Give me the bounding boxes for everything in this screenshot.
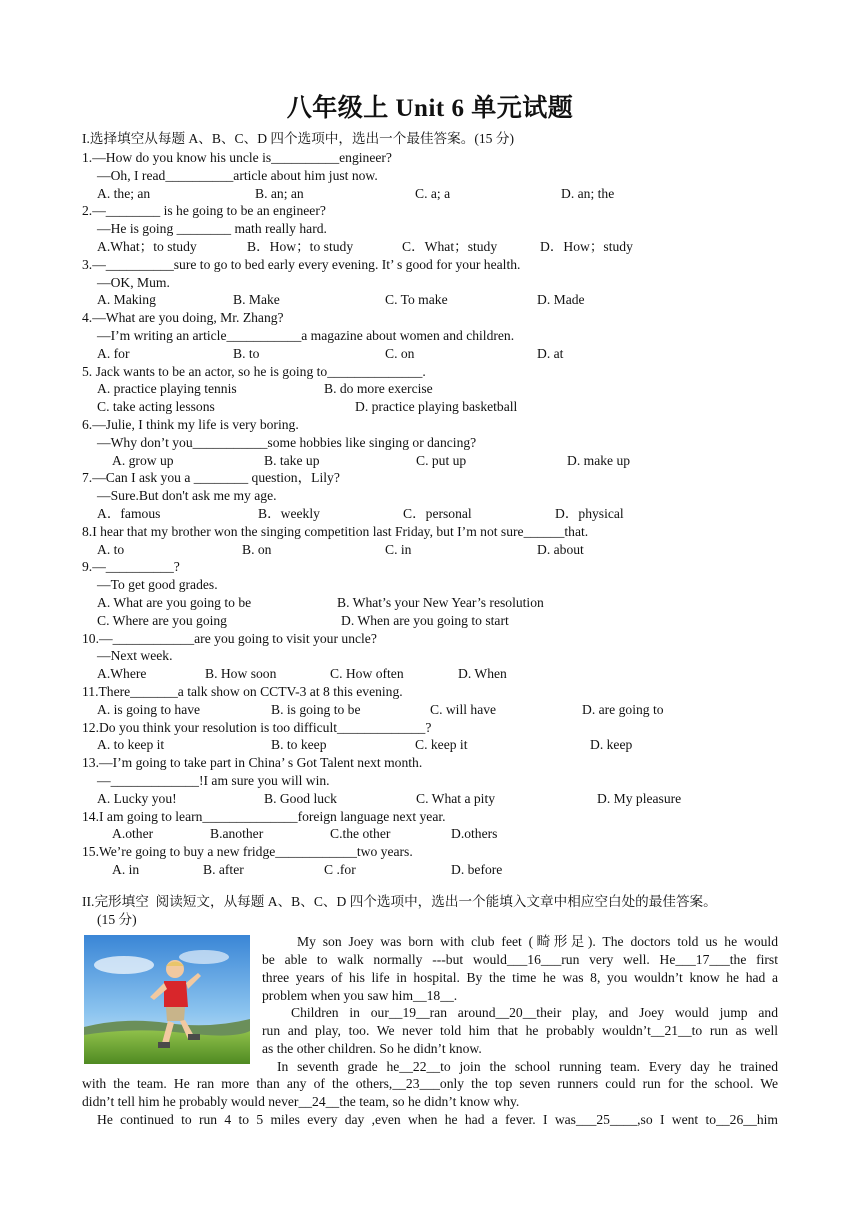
question-7-line: —Sure.But don't ask me my age. — [97, 488, 277, 504]
option: D. are going to — [582, 701, 664, 717]
option: C. take acting lessons — [97, 399, 215, 415]
option: A. Lucky you! — [97, 790, 177, 806]
option: A. is going to have — [97, 701, 201, 717]
option: A. to — [97, 541, 125, 557]
question-6-line: 6.—Julie, I think my life is very boring. — [82, 417, 299, 432]
page-title: 八年级上 Unit 6 单元试题 — [286, 95, 574, 122]
option: B. an; an — [255, 185, 304, 201]
question-3-line: 3.—__________sure to go to bed early every evening. It’ s good for your health. — [82, 256, 521, 272]
question-7-line: 7.—Can I ask you a ________ question，Lily? — [82, 470, 340, 486]
question-13-line: 13.—I’m going to take part in China’ s Got Talent next month. — [82, 755, 423, 771]
section-heading: II.完形填空 阅读短文，从每题 A、B、C、D 四个选项中，选出一个能填入文章中相应空白处的最佳答案。 — [82, 894, 717, 909]
option: A.other — [112, 826, 154, 842]
passage-line: be able to walk normally ---but would___16___run very well. He___17___the first — [262, 952, 778, 967]
passage-line: He continued to run 4 to 5 miles every day ,even when he had a fever. I was___25____,so I went to__26__him — [97, 1112, 778, 1127]
question-4-line: —I’m writing an article___________a magazine about women and children. — [97, 328, 515, 343]
question-15-line: 15.We’re going to buy a new fridge____________two years. — [82, 844, 413, 860]
option: B. on — [242, 541, 272, 557]
option: A．famous — [97, 506, 161, 521]
option: B. Good luck — [264, 790, 337, 806]
question-4-line: 4.—What are you doing, Mr. Zhang? — [82, 310, 284, 326]
question-12-line: 12.Do you think your resolution is too difficult_____________? — [82, 719, 432, 735]
option: A. in — [112, 862, 140, 877]
option: A. grow up — [112, 452, 174, 468]
option: B.another — [210, 826, 264, 842]
option: A. practice playing tennis — [97, 381, 237, 397]
option: A. for — [97, 345, 130, 361]
section-heading: I.选择填空从每题 A、B、C、D 四个选项中，选出一个最佳答案。(15 分) — [82, 131, 514, 146]
option: C．What；study — [402, 239, 498, 254]
option: C. To make — [385, 292, 448, 308]
section-heading: (15 分) — [97, 912, 137, 927]
passage-line: Children in our__19__ran around__20__their play, and Joey would jump and — [291, 1005, 778, 1020]
question-14-line: 14.I am going to learn______________foreign language next year. — [82, 808, 446, 824]
passage-line: with the team. He ran more than any of the others,__23___only the top seven runners could run for the school. We — [82, 1076, 778, 1091]
option: B. to keep — [271, 737, 327, 753]
passage-line: run and play, too. We never told him that he probably wouldn’t__21__to run as well — [262, 1023, 778, 1038]
question-1-line: 1.—How do you know his uncle is__________engineer? — [82, 150, 392, 165]
question-9-line: —To get good grades. — [97, 577, 218, 593]
option: A. What are you going to be — [97, 595, 252, 610]
option: B. is going to be — [271, 701, 361, 717]
boy-running-photo — [84, 935, 250, 1064]
option: B. Make — [233, 292, 280, 308]
option: B. How soon — [205, 666, 277, 682]
passage-line: didn’t tell him he probably would never__24__the team, so he didn’t know why. — [82, 1094, 520, 1109]
option: D. make up — [567, 452, 631, 468]
option: A.Where — [97, 666, 147, 682]
option: B. after — [203, 862, 244, 877]
option: C .for — [324, 862, 356, 877]
option: C. What a pity — [416, 790, 496, 806]
option: C.the other — [330, 826, 391, 842]
option: D. an; the — [561, 185, 615, 201]
option: D. at — [537, 345, 564, 361]
option: D. keep — [590, 737, 633, 753]
option: D. When — [458, 666, 507, 682]
option: A. the; an — [97, 185, 151, 201]
option: A. to keep it — [97, 737, 165, 753]
question-10-line: —Next week. — [97, 648, 173, 664]
option: D. before — [451, 862, 503, 877]
question-1-line: —Oh, I read__________article about him just now. — [97, 167, 378, 183]
option: C. a; a — [415, 185, 451, 201]
option: D.others — [451, 826, 498, 842]
option: B. What’s your New Year’s resolution — [337, 595, 544, 610]
passage-line: as the other children. So he didn’t know. — [262, 1041, 482, 1056]
option: B. take up — [264, 452, 320, 468]
question-6-line: —Why don’t you___________some hobbies like singing or dancing? — [97, 434, 477, 450]
option: C. will have — [430, 701, 497, 717]
option: C. on — [385, 345, 415, 361]
option: B．weekly — [258, 506, 320, 521]
option: C. put up — [416, 452, 467, 468]
question-5-line: 5. Jack wants to be an actor, so he is going to______________. — [82, 363, 426, 379]
option: D. When are you going to start — [341, 612, 509, 628]
question-2-line: 2.—________ is he going to be an engineer? — [82, 203, 326, 219]
question-10-line: 10.—____________are you going to visit your uncle? — [82, 630, 377, 646]
passage-line: problem when you saw him__18__. — [262, 988, 458, 1003]
option: D．How；study — [540, 239, 633, 254]
option: C. in — [385, 541, 412, 557]
option: D．physical — [555, 506, 624, 521]
option: A.What；to study — [97, 239, 197, 254]
option: C．personal — [403, 506, 472, 521]
question-8-line: 8.I hear that my brother won the singing competition last Friday, but I’m not sure______that. — [82, 523, 589, 539]
option: C. keep it — [415, 737, 468, 753]
question-2-line: —He is going ________ math really hard. — [97, 221, 327, 237]
option: D. practice playing basketball — [355, 399, 518, 415]
option: A. Making — [97, 292, 156, 308]
option: B．How；to study — [247, 239, 354, 254]
question-11-line: 11.There_______a talk show on CCTV-3 at 8 this evening. — [82, 684, 403, 699]
passage-line: In seventh grade he__22__to join the school running team. Every day he trained — [277, 1059, 778, 1074]
option: D. Made — [537, 292, 585, 308]
passage-line: My son Joey was born with club feet (畸形足). The doctors told us he would — [297, 934, 778, 949]
question-3-line: —OK, Mum. — [97, 274, 170, 290]
question-13-line: —_____________!I am sure you will win. — [97, 773, 330, 788]
question-9-line: 9.—__________? — [82, 559, 180, 575]
passage-line: three years of his life in hospital. By the time he was 8, you wouldn’t know he had a — [262, 970, 778, 985]
option: B. do more exercise — [324, 381, 433, 397]
option: D. about — [537, 541, 584, 557]
option: B. to — [233, 345, 260, 361]
option: C. Where are you going — [97, 612, 227, 628]
option: D. My pleasure — [597, 790, 682, 806]
option: C. How often — [330, 666, 404, 682]
